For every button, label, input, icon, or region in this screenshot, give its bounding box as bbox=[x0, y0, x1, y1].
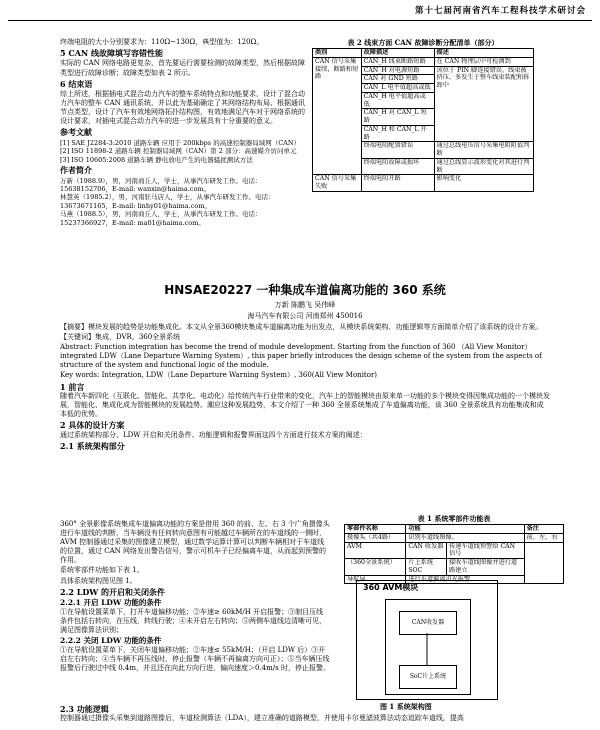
figure-1-caption: 图 1 系统架构图 bbox=[380, 702, 432, 711]
references-heading: 参考文献 bbox=[60, 127, 92, 138]
table-header: 备注 bbox=[524, 525, 563, 534]
author-bio-list bbox=[60, 177, 308, 228]
arch-text: 360° 全景影像系统集成车道偏离功能的方案是借用 360 的前、左、右 3 个广角摄像头进行车道线的判断，当车辆没有任何转向意图有可能越过车辆所在的车道线的一侧时，AVM 控制器通过采集的图像建立模型，通过数学运算计算可以判断车辆相对于车道线的位置，通过 CAN 网络发出警告信号，警示可机车子已经偏离车道，从而起到预警的作用。 bbox=[60, 520, 330, 565]
table-cell: 摄像头（共4路） bbox=[345, 533, 406, 542]
reference-item: [2] ISO 11898-2 道路车辆 控制器局域网（CAN）第 2 部分：高速媒介访问单元 bbox=[60, 147, 297, 156]
previous-article-column bbox=[60, 38, 308, 227]
table-cell: 片上系统 SOC bbox=[406, 559, 447, 576]
author-bio-heading: 作者简介 bbox=[60, 165, 92, 176]
table-2-caption: 表 2 线束方面 CAN 故障诊断分配清单（部分） bbox=[347, 38, 499, 47]
table-cell: 通过总线显示波形变化对其进行判断 bbox=[434, 158, 533, 175]
section-5-text: 实际的 CAN 网络电路更复杂，首先要运行需要检测的故障类型，然后根据故障类型进行故障诊断；故障类型如表 2 所示。 bbox=[60, 59, 305, 77]
intro-text: 随着汽车新四化（互联化、智能化、共享化、电动化）给传统汽车行业带来的变化，汽车上的智能模块由原来单一功能的多个模块变得因集成功能的一个模块发展，智能化、集成化成为智能模块的发展趋势。潮应这种发展趋势，本文介绍了一种 360 全景系统集成了车道偏离功能，该 360 全景系统具有功能集成和成本低的优势。 bbox=[60, 391, 550, 419]
table-cell: 接收车道线图像并进行道路建立 bbox=[446, 559, 524, 576]
table-cell: 终端电阻配置错误 bbox=[361, 142, 434, 159]
table-row bbox=[313, 57, 534, 66]
keywords-cn: 【关键词】集成，DVR，360全景系统 bbox=[60, 333, 181, 342]
author-bio-item: 万新（1988.9），男，河南商丘人，学士，从事汽车研发工作。电话：15638152706，E-mail: wanxin@haima.com。 bbox=[60, 176, 262, 193]
open-conditions: ①在导航设置菜单下，打开车道偏移功能；②车速≥ 60kM/H 开启报警；③制目压线条件包括右转向，在压线，转线行驶；④未开启左右转向；⑤两侧车道线边清晰可见，满足图像算法识别； bbox=[60, 607, 326, 634]
table-cell: （360全景系统） bbox=[345, 559, 406, 576]
table-cell: CAN_H 和 CAN_L 开路 bbox=[361, 125, 434, 142]
table-cell: 终端电阻故障或损坏 bbox=[361, 158, 434, 175]
section-2-2-heading: 2.2 LDW 的开启和关闭条件 bbox=[60, 586, 166, 597]
can-transceiver-box: CAN收发器 bbox=[399, 611, 457, 635]
article-front-matter bbox=[60, 323, 550, 451]
section-6-heading: 6 结束语 bbox=[60, 78, 93, 89]
table-cell: CAN 收发器 bbox=[406, 542, 447, 559]
article-bottom bbox=[60, 704, 550, 724]
table-1-grid bbox=[344, 524, 564, 584]
arch-text: 系统零部件功能如下表 1。 bbox=[60, 566, 144, 575]
section-5-heading: 5 CAN 线故障填写容错性能 bbox=[60, 48, 164, 59]
table-cell: CAN_H 电平值超高或低 bbox=[361, 92, 434, 109]
section-2-3-heading: 2.3 功能逻辑 bbox=[60, 704, 109, 714]
table-header: 功能 bbox=[406, 525, 524, 534]
arch-text: 具体系统架构图见图 1。 bbox=[60, 576, 137, 585]
table-header: 故障描述 bbox=[361, 49, 434, 58]
header-rule bbox=[8, 20, 592, 21]
table-1-caption: 表 1 系统零部件功能表 bbox=[417, 514, 491, 523]
table-header: 描述 bbox=[434, 49, 533, 58]
table-1 bbox=[344, 514, 564, 584]
table-cell: CAN_H 对电源短路 bbox=[361, 66, 434, 75]
article-left-column bbox=[60, 520, 330, 674]
abstract-en: Abstract: Function integration has become the trend of module development. Starting from the function of 360 （All View Monitor）integrated LDW（Lane Departure Warning System）, this paper briefly introduces the design scheme of the system from the aspects of structure of the system and functional logic of the module. bbox=[60, 343, 542, 370]
section-2-2-1-heading: 2.2.1 开启 LDW 功能的条件 bbox=[60, 598, 162, 608]
article-authors: 万新 陈鹏飞 吴伟峰 bbox=[274, 301, 336, 309]
table-2-grid bbox=[312, 48, 534, 192]
table-2 bbox=[312, 38, 534, 192]
abstract-cn: 【摘要】模块发展的趋势是功能集成化。本文从全景360模块集成车道偏离功能为出发点，从模块系统架构、功能逻辑等方面简单介绍了该系统的设计方案。 bbox=[60, 323, 543, 331]
author-bio-item: 林慧英（1985.2），男，河南驻马店人，学士，从事汽车研发工作。电话：13673671165，E-mail: linhy01@haima.com。 bbox=[60, 193, 275, 210]
reference-item: [3] ISO 10605:2008 道路车辆 静电放电产生的电器骚扰测试方法 bbox=[60, 155, 253, 164]
table-cell: 进行车道偏离声光报警 bbox=[406, 575, 524, 584]
table-cell: 该位于 PIN 脚连接错误、线束被挤压、多发生于整车线束装配和拆卸中 bbox=[434, 66, 533, 142]
table-header: 零部件名称 bbox=[345, 525, 406, 534]
table-cell: 前、左、右 bbox=[524, 533, 563, 542]
table-cell: CAN 对 GND 短路 bbox=[361, 75, 434, 84]
table-row bbox=[313, 175, 534, 192]
table-cell: 传递车道线预警给 CAN 信号 bbox=[446, 542, 524, 559]
figure-1-diagram bbox=[356, 580, 498, 700]
connector-line bbox=[425, 633, 429, 665]
table-cell: AVM bbox=[345, 542, 406, 559]
close-conditions: ①在导航设置菜单下，关闭车道偏移功能；②车速≤ 55kM/H；（开启 LDW 后）③开启左右转向；④当车辆不再压线时，停止报警（车辆不再偏离方向可正）；⑤当车辆压线报警后行驶过中线 0.4m，并且还在向此方向行进，偏向速度＞0.4m/s 时，停止报警。 bbox=[60, 645, 330, 673]
table-cell: 导航屏 bbox=[345, 575, 406, 584]
conclusion-text: 综上所述，根据插电式混合动力汽车的整车系统特点和功能要求，设计了混合动力汽车的整车 CAN 通讯系统，并以此为基础确定了其网络结构布局、根据通讯节点类型，设计了汽车有效地网络拓扑结构图，有效地满足汽车对于网络系统的设计要求，对插电式混合动力汽车的进一步发展具有十分重要的意义。 bbox=[60, 90, 305, 126]
table-cell: CAN 信号采集接续，断路和短路 bbox=[313, 57, 362, 175]
author-bio-item: 马燕（1988.5），男，河南商丘人，学士，从事汽车研发工作。电话：15237366927，E-mail: ma01@haima.com。 bbox=[60, 210, 262, 227]
logic-text: 控制器通过摄像头采集到道路图像后，车道检测算法（LDA），建立准确的道路模型，并使用卡尔曼滤波算法动态追踪车道线，提高 bbox=[60, 714, 464, 723]
table-cell: CAN 信号采集失败 bbox=[313, 175, 362, 192]
reference-item: [1] SAE J2284-3:2010 道路车辆 应用于 200kbps 的高速控制器局域网（CAN） bbox=[60, 138, 301, 147]
table-cell: 影响变化 bbox=[434, 175, 533, 192]
design-text: 通过系统架构部分、LDW 开启和关闭条件、功能逻辑和报警界面这四个方面进行技术方案的阐述： bbox=[60, 430, 367, 439]
termination-resistance-text: 终端电阻的大小分别要求为：110Ω~130Ω，典型值为：120Ω。 bbox=[60, 38, 264, 46]
table-row bbox=[345, 533, 564, 542]
references-list bbox=[60, 139, 308, 164]
table-cell: 终端电阻开路 bbox=[361, 175, 434, 192]
table-cell: 通过总线电压信号采集电阻阻值判断 bbox=[434, 142, 533, 159]
figure-1-title: 360 AVM模块 bbox=[363, 583, 419, 592]
keywords-en: Key words: Integration, LDW（Lane Departure Warning System）, 360(All View Monitor) bbox=[60, 371, 378, 380]
table-cell: 在 CAN 物理层中可检测到 bbox=[434, 57, 533, 66]
section-2-2-2-heading: 2.2.2 关闭 LDW 功能的条件 bbox=[60, 636, 162, 646]
article-title: HNSAE20227 一种集成车道偏离功能的 360 系统 bbox=[164, 283, 446, 297]
table-cell: 识别车道线图像。 bbox=[406, 533, 524, 542]
table-cell bbox=[524, 542, 563, 584]
section-1-heading: 1 前言 bbox=[60, 381, 85, 392]
table-cell: CAN_H 线束断路短路 bbox=[361, 57, 434, 66]
table-cell: CAN_L 电平值超高或低 bbox=[361, 84, 434, 93]
running-header: 第十七届河南省汽车工程科技学术研讨会 bbox=[414, 6, 586, 16]
article-affiliation: 海马汽车有限公司 河南郑州 450016 bbox=[247, 312, 363, 320]
soc-box: SoC片上系统 bbox=[399, 665, 457, 689]
table-header: 类别 bbox=[313, 49, 362, 58]
section-2-heading: 2 具体的设计方案 bbox=[60, 420, 125, 431]
table-row bbox=[345, 542, 564, 559]
table-cell: CAN_H 对 CAN_L 短路 bbox=[361, 109, 434, 126]
section-2-1-heading: 2.1 系统架构部分 bbox=[60, 440, 125, 451]
